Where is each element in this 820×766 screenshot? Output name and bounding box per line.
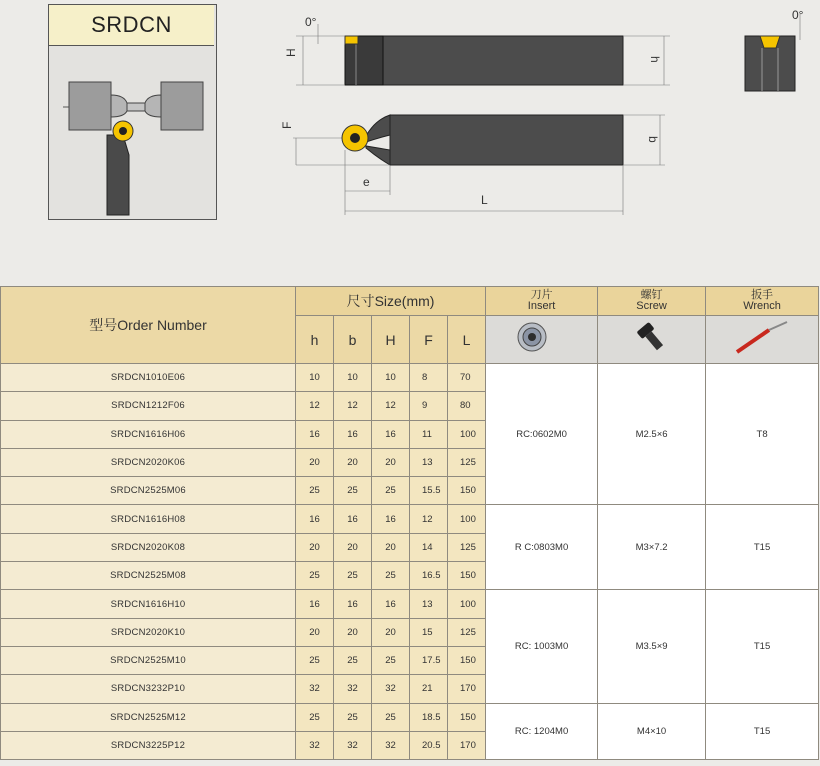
header-size: 尺寸Size(mm) xyxy=(296,287,486,316)
header-screw-cn: 螺钉 xyxy=(640,289,663,301)
table-body xyxy=(1,364,819,760)
size-L: 150 xyxy=(448,562,486,590)
size-h: 32 xyxy=(296,675,334,703)
size-F: 17.5 xyxy=(410,646,448,674)
size-H: 32 xyxy=(372,675,410,703)
header-wrench-cn: 扳手 xyxy=(751,289,774,301)
size-h: 32 xyxy=(296,731,334,759)
size-h: 25 xyxy=(296,646,334,674)
size-F: 15.5 xyxy=(410,477,448,505)
size-L: 125 xyxy=(448,618,486,646)
size-h: 10 xyxy=(296,364,334,392)
label-b: b xyxy=(646,136,660,143)
insert-cell: RC: 1204M0 xyxy=(486,703,598,760)
size-b: 12 xyxy=(334,392,372,420)
label-angle-top: 0° xyxy=(305,15,317,29)
header-order-number: 型号Order Number xyxy=(1,287,296,364)
label-L: L xyxy=(481,193,488,207)
screw-image xyxy=(598,316,706,364)
header-h: h xyxy=(296,316,334,364)
label-F: F xyxy=(280,121,294,129)
size-L: 70 xyxy=(448,364,486,392)
screw-cell: M3.5×9 xyxy=(598,590,706,703)
model-title: SRDCN xyxy=(49,5,214,46)
size-L: 80 xyxy=(448,392,486,420)
size-b: 16 xyxy=(334,420,372,448)
size-b: 32 xyxy=(334,675,372,703)
size-H: 25 xyxy=(372,477,410,505)
size-F: 16.5 xyxy=(410,562,448,590)
size-L: 100 xyxy=(448,505,486,533)
size-h: 20 xyxy=(296,448,334,476)
size-b: 20 xyxy=(334,618,372,646)
size-L: 150 xyxy=(448,477,486,505)
header-H: H xyxy=(372,316,410,364)
size-h: 25 xyxy=(296,703,334,731)
size-h: 25 xyxy=(296,477,334,505)
insert-image xyxy=(486,316,598,364)
order-code: SRDCN2525M06 xyxy=(1,477,296,505)
spec-table xyxy=(0,286,819,760)
size-L: 125 xyxy=(448,448,486,476)
size-b: 32 xyxy=(334,731,372,759)
size-L: 170 xyxy=(448,731,486,759)
wrench-cell: T15 xyxy=(706,505,819,590)
size-L: 150 xyxy=(448,703,486,731)
header-insert-en: Insert xyxy=(527,300,556,312)
order-code: SRDCN2525M12 xyxy=(1,703,296,731)
header-F: F xyxy=(410,316,448,364)
size-H: 10 xyxy=(372,364,410,392)
size-H: 16 xyxy=(372,505,410,533)
drawing-area xyxy=(0,0,820,285)
size-h: 16 xyxy=(296,420,334,448)
table-row xyxy=(1,364,819,392)
size-h: 20 xyxy=(296,618,334,646)
order-code: SRDCN2020K08 xyxy=(1,533,296,561)
order-code: SRDCN1212F06 xyxy=(1,392,296,420)
label-h: h xyxy=(648,56,662,63)
size-F: 12 xyxy=(410,505,448,533)
wrench-image xyxy=(706,316,819,364)
header-L: L xyxy=(448,316,486,364)
size-h: 25 xyxy=(296,562,334,590)
size-F: 13 xyxy=(410,448,448,476)
size-b: 16 xyxy=(334,590,372,618)
size-h: 16 xyxy=(296,590,334,618)
label-H: H xyxy=(284,48,298,57)
size-H: 20 xyxy=(372,533,410,561)
insert-icon xyxy=(487,316,597,358)
insert-cell: RC:0602M0 xyxy=(486,364,598,505)
size-F: 15 xyxy=(410,618,448,646)
insert-cell: RC: 1003M0 xyxy=(486,590,598,703)
table-row xyxy=(1,505,819,533)
order-code: SRDCN3232P10 xyxy=(1,675,296,703)
size-L: 125 xyxy=(448,533,486,561)
size-b: 25 xyxy=(334,703,372,731)
header-wrench-en: Wrench xyxy=(743,300,781,312)
size-F: 9 xyxy=(410,392,448,420)
header-b: b xyxy=(334,316,372,364)
size-b: 20 xyxy=(334,533,372,561)
size-b: 20 xyxy=(334,448,372,476)
header-screw xyxy=(598,287,706,316)
header-insert xyxy=(486,287,598,316)
header-insert-cn: 刀片 xyxy=(530,289,553,301)
header-wrench xyxy=(706,287,819,316)
order-code: SRDCN1616H08 xyxy=(1,505,296,533)
size-h: 12 xyxy=(296,392,334,420)
size-L: 100 xyxy=(448,590,486,618)
size-b: 25 xyxy=(334,646,372,674)
size-b: 25 xyxy=(334,562,372,590)
wrench-cell: T15 xyxy=(706,703,819,760)
size-F: 8 xyxy=(410,364,448,392)
size-H: 25 xyxy=(372,646,410,674)
size-b: 25 xyxy=(334,477,372,505)
wrench-cell: T15 xyxy=(706,590,819,703)
table-row xyxy=(1,590,819,618)
order-code: SRDCN2020K10 xyxy=(1,618,296,646)
size-H: 12 xyxy=(372,392,410,420)
size-b: 10 xyxy=(334,364,372,392)
size-H: 20 xyxy=(372,618,410,646)
size-b: 16 xyxy=(334,505,372,533)
size-h: 20 xyxy=(296,533,334,561)
size-H: 16 xyxy=(372,420,410,448)
size-F: 21 xyxy=(410,675,448,703)
screw-cell: M2.5×6 xyxy=(598,364,706,505)
size-H: 25 xyxy=(372,562,410,590)
size-L: 170 xyxy=(448,675,486,703)
table-row xyxy=(1,703,819,731)
order-code: SRDCN2020K06 xyxy=(1,448,296,476)
order-code: SRDCN1616H10 xyxy=(1,590,296,618)
screw-cell: M4×10 xyxy=(598,703,706,760)
size-L: 100 xyxy=(448,420,486,448)
technical-drawing xyxy=(0,0,820,285)
size-H: 32 xyxy=(372,731,410,759)
order-code: SRDCN1010E06 xyxy=(1,364,296,392)
size-F: 13 xyxy=(410,590,448,618)
order-code: SRDCN2525M08 xyxy=(1,562,296,590)
size-H: 16 xyxy=(372,590,410,618)
screw-icon xyxy=(599,316,705,358)
insert-cell: R C:0803M0 xyxy=(486,505,598,590)
wrench-icon xyxy=(707,316,818,358)
size-H: 25 xyxy=(372,703,410,731)
size-F: 18.5 xyxy=(410,703,448,731)
size-L: 150 xyxy=(448,646,486,674)
size-h: 16 xyxy=(296,505,334,533)
size-F: 11 xyxy=(410,420,448,448)
wrench-cell: T8 xyxy=(706,364,819,505)
header-screw-en: Screw xyxy=(636,300,667,312)
size-F: 14 xyxy=(410,533,448,561)
order-code: SRDCN3225P12 xyxy=(1,731,296,759)
label-angle-right: 0° xyxy=(792,8,804,22)
screw-cell: M3×7.2 xyxy=(598,505,706,590)
size-F: 20.5 xyxy=(410,731,448,759)
order-code: SRDCN2525M10 xyxy=(1,646,296,674)
size-H: 20 xyxy=(372,448,410,476)
label-e: e xyxy=(363,175,370,189)
order-code: SRDCN1616H06 xyxy=(1,420,296,448)
